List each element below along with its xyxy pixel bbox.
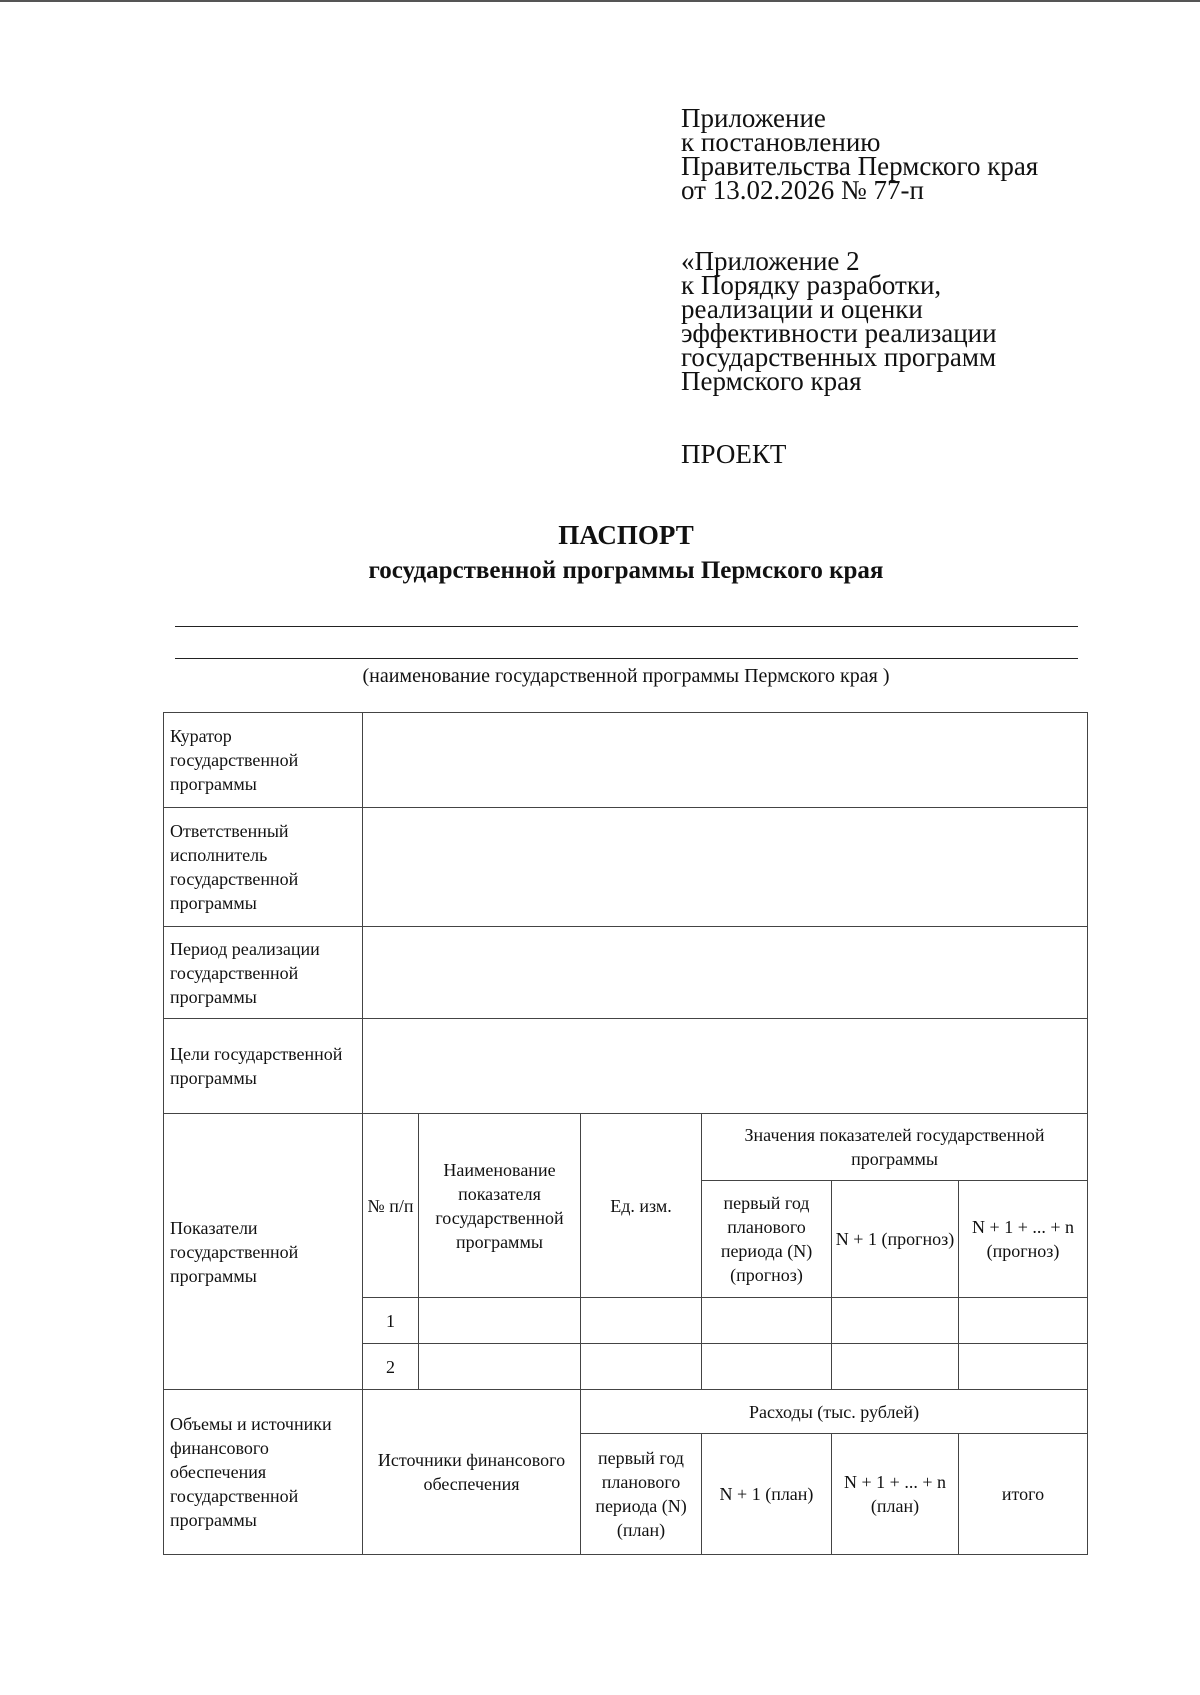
row-label-curator: Куратор государственной программы (164, 713, 363, 808)
program-name-line (175, 626, 1078, 627)
financing-total-header: итого (959, 1434, 1088, 1555)
program-name-caption: (наименование государственной программы Пермского края ) (362, 665, 890, 687)
financing-expenses-header: Расходы (тыс. рублей) (581, 1390, 1088, 1434)
approval-line: Правительства Пермского края (681, 151, 1039, 181)
indicator-unit-header: Ед. изм. (581, 1114, 702, 1298)
row-label-indicators: Показатели государственной программы (164, 1114, 363, 1390)
appendix-line: «Приложение 2 (681, 246, 860, 276)
appendix-header (681, 246, 997, 396)
indicator-unit-cell[interactable] (581, 1298, 702, 1344)
indicator-number-header: № п/п (363, 1114, 419, 1298)
table-row (164, 808, 1088, 927)
appendix-line: реализации и оценки (681, 294, 923, 324)
indicator-values-header: Значения показателей государственной программы (702, 1114, 1088, 1181)
row-label-financing: Объемы и источники финансового обеспечения государственной программы (164, 1390, 363, 1555)
indicator-value-cell[interactable] (959, 1344, 1088, 1390)
period-value-cell[interactable] (363, 927, 1088, 1019)
row-label-period: Период реализации государственной программы (164, 927, 363, 1019)
appendix-line: эффективности реализации (681, 318, 997, 348)
appendix-line: Пермского края (681, 366, 862, 396)
indicator-value-cell[interactable] (702, 1344, 832, 1390)
indicator-name-header: Наименование показателя государственной программы (419, 1114, 581, 1298)
appendix-line: к Порядку разработки, (681, 270, 942, 300)
passport-table (163, 712, 1088, 1555)
indicator-name-cell[interactable] (419, 1344, 581, 1390)
approval-line: Приложение (681, 103, 826, 133)
document-title: ПАСПОРТ (558, 520, 694, 550)
curator-value-cell[interactable] (363, 713, 1088, 808)
financing-year-n1-header: N + 1 (план) (702, 1434, 832, 1555)
table-row (164, 1019, 1088, 1114)
financing-year-nn-header: N + 1 + ... + n (план) (832, 1434, 959, 1555)
approval-line: от 13.02.2026 № 77-п (681, 175, 924, 205)
table-row (164, 1114, 1088, 1181)
financing-year-n-header: первый год планового периода (N) (план) (581, 1434, 702, 1555)
table-row (164, 1390, 1088, 1434)
scan-edge (0, 0, 1200, 2)
project-mark: ПРОЕКТ (681, 439, 787, 469)
financing-sources-header: Источники финансового обеспечения (363, 1390, 581, 1555)
indicator-row-number: 1 (363, 1298, 419, 1344)
indicator-name-cell[interactable] (419, 1298, 581, 1344)
row-label-goals: Цели государственной программы (164, 1019, 363, 1114)
executor-value-cell[interactable] (363, 808, 1088, 927)
indicator-row-number: 2 (363, 1344, 419, 1390)
document-subtitle: государственной программы Пермского края (368, 557, 884, 584)
program-name-line (175, 658, 1078, 659)
indicator-year-n1-header: N + 1 (прогноз) (832, 1181, 959, 1298)
indicator-value-cell[interactable] (832, 1298, 959, 1344)
table-row (164, 713, 1088, 808)
goals-value-cell[interactable] (363, 1019, 1088, 1114)
approval-line: к постановлению (681, 127, 881, 157)
indicator-year-n-header: первый год планового периода (N) (прогноз) (702, 1181, 832, 1298)
row-label-executor: Ответственный исполнитель государственной программы (164, 808, 363, 927)
appendix-line: государственных программ (681, 342, 997, 372)
indicator-value-cell[interactable] (702, 1298, 832, 1344)
indicator-year-nn-header: N + 1 + ... + n (прогноз) (959, 1181, 1088, 1298)
approval-header (681, 103, 1039, 205)
indicator-value-cell[interactable] (832, 1344, 959, 1390)
indicator-value-cell[interactable] (959, 1298, 1088, 1344)
table-row (164, 927, 1088, 1019)
indicator-unit-cell[interactable] (581, 1344, 702, 1390)
